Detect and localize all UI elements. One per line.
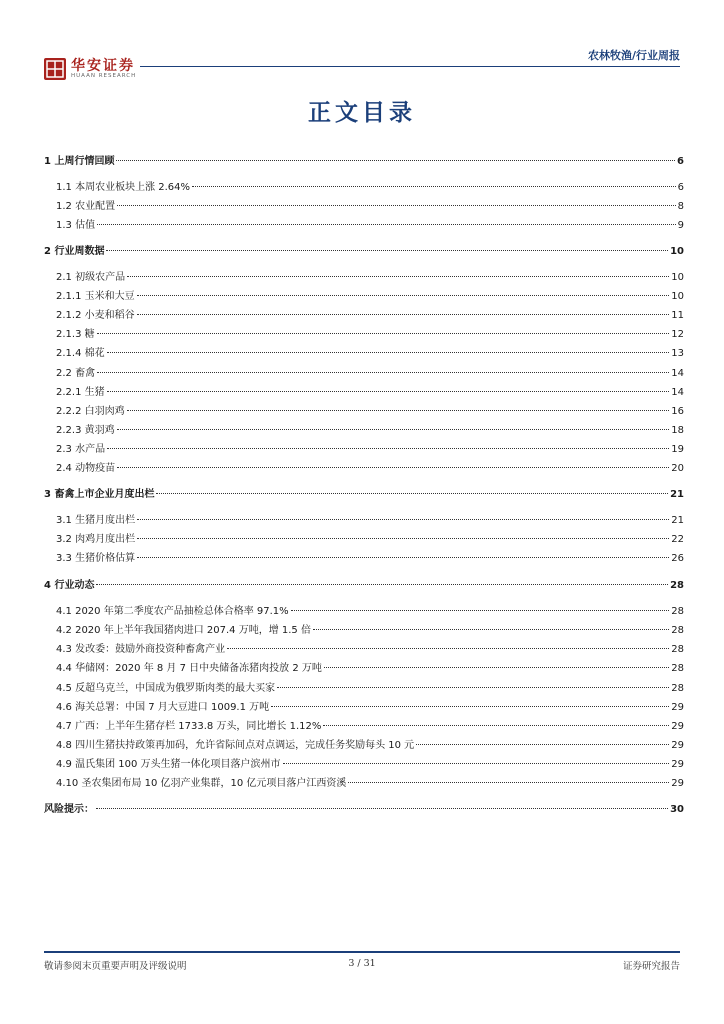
toc-dot-leader — [116, 159, 675, 161]
toc-dot-leader — [137, 294, 670, 296]
toc-entry[interactable] — [44, 698, 684, 714]
report-category: 农林牧渔/行业周报 — [587, 49, 680, 62]
toc-entry[interactable] — [44, 602, 684, 618]
toc-entry[interactable] — [44, 659, 684, 675]
toc-entry[interactable] — [44, 325, 684, 341]
toc-dot-leader — [127, 275, 669, 277]
toc-entry-label: 3 畜禽上市企业月度出栏 — [44, 489, 155, 500]
toc-entry[interactable] — [44, 679, 684, 695]
toc-dot-leader — [117, 204, 676, 206]
page-header — [0, 0, 724, 90]
toc-entry-label: 4.9 温氏集团 100 万头生猪一体化项目落户滨州市 — [56, 759, 281, 770]
toc-entry[interactable] — [44, 268, 684, 284]
page-title: 正文目录 — [308, 100, 416, 126]
toc-dot-leader — [283, 762, 670, 764]
toc-entry[interactable] — [44, 459, 684, 475]
toc-dot-leader — [107, 390, 670, 392]
toc-entry-page: 14 — [671, 368, 684, 379]
toc-dot-leader — [97, 332, 670, 334]
toc-entry-page: 14 — [671, 387, 684, 398]
toc-entry-label: 2.1.4 棉花 — [56, 348, 105, 359]
toc-entry-label: 2.3 水产品 — [56, 444, 106, 455]
toc-entry[interactable] — [44, 640, 684, 656]
toc-entry[interactable] — [44, 364, 684, 380]
toc-entry-page: 28 — [671, 683, 684, 694]
toc-entry-label: 4.4 华储网：2020 年 8 月 7 日中央储备冻猪肉投放 2 万吨 — [56, 663, 322, 674]
toc-entry-label: 2.1.1 玉米和大豆 — [56, 291, 135, 302]
toc-entry-page: 30 — [670, 804, 684, 815]
toc-entry[interactable] — [44, 152, 684, 168]
toc-dot-leader — [106, 249, 668, 251]
toc-entry-label: 4.3 发改委：鼓励外商投资种畜禽产业 — [56, 644, 226, 655]
toc-entry-page: 28 — [671, 625, 684, 636]
company-name-en: HUAAN RESEARCH — [71, 73, 137, 79]
toc-dot-leader — [127, 409, 670, 411]
toc-entry-label: 4.7 广西：上半年生猪存栏 1733.8 万头，同比增长 1.12% — [56, 721, 322, 732]
toc-entry-page: 22 — [671, 534, 684, 545]
toc-dot-leader — [291, 609, 670, 611]
toc-dot-leader — [117, 428, 670, 430]
toc-entry-label: 4.6 海关总署：中国 7 月大豆进口 1009.1 万吨 — [56, 702, 270, 713]
toc-entry[interactable] — [44, 511, 684, 527]
toc-entry-label: 4.2 2020 年上半年我国猪肉进口 207.4 万吨，增 1.5 倍 — [56, 625, 311, 636]
toc-entry-page: 6 — [677, 156, 684, 167]
toc-entry-page: 26 — [671, 553, 684, 564]
toc-entry-page: 10 — [671, 291, 684, 302]
toc-entry-label: 1.3 估值 — [56, 220, 96, 231]
toc-entry-label: 2.1.3 糖 — [56, 329, 95, 340]
toc-entry[interactable] — [44, 800, 684, 816]
company-logo-icon — [44, 58, 66, 80]
toc-entry-page: 28 — [671, 606, 684, 617]
toc-dot-leader — [271, 705, 669, 707]
toc-dot-leader — [107, 447, 669, 449]
toc-dot-leader — [323, 724, 669, 726]
toc-entry[interactable] — [44, 549, 684, 565]
toc-entry-label: 1.1 本周农业板块上涨 2.64% — [56, 182, 191, 193]
toc-entry-page: 21 — [671, 515, 684, 526]
toc-entry[interactable] — [44, 530, 684, 546]
toc-entry[interactable] — [44, 774, 684, 790]
toc-dot-leader — [156, 492, 668, 494]
toc-entry-label: 4.10 圣农集团布局 10 亿羽产业集群，10 亿元项目落户江西资溪 — [56, 778, 347, 789]
toc-entry-page: 18 — [671, 425, 684, 436]
toc-dot-leader — [324, 666, 669, 668]
toc-entry-label: 4.5 反超乌克兰，中国成为俄罗斯肉类的最大买家 — [56, 683, 276, 694]
toc-dot-leader — [97, 371, 669, 373]
toc-dot-leader — [137, 556, 669, 558]
toc-entry-label: 2.2.1 生猪 — [56, 387, 105, 398]
toc-entry[interactable] — [44, 216, 684, 232]
company-name-cn: 华安证券 — [71, 58, 135, 74]
toc-entry-page: 10 — [670, 246, 684, 257]
toc-dot-leader — [348, 781, 669, 783]
toc-entry-page: 13 — [671, 348, 684, 359]
toc-entry-label: 2.1 初级农产品 — [56, 272, 126, 283]
toc-entry[interactable] — [44, 576, 684, 592]
toc-entry-page: 9 — [677, 220, 684, 231]
toc-entry-label: 2.4 动物疫苗 — [56, 463, 116, 474]
toc-dot-leader — [107, 351, 670, 353]
toc-entry-label: 3.1 生猪月度出栏 — [56, 515, 136, 526]
toc-dot-leader — [313, 628, 669, 630]
toc-entry-page: 29 — [671, 740, 684, 751]
toc-entry-label: 4 行业动态 — [44, 580, 95, 591]
toc-dot-leader — [137, 518, 669, 520]
toc-entry-page: 6 — [677, 182, 684, 193]
toc-entry[interactable] — [44, 383, 684, 399]
toc-dot-leader — [277, 686, 669, 688]
toc-entry-label: 风险提示： — [44, 804, 94, 815]
toc-entry-page: 20 — [671, 463, 684, 474]
toc-entry[interactable] — [44, 306, 684, 322]
toc-entry-page: 10 — [671, 272, 684, 283]
toc-dot-leader — [96, 583, 668, 585]
footer-report-type: 证券研究报告 — [622, 961, 680, 972]
toc-dot-leader — [416, 743, 669, 745]
toc-entry[interactable] — [44, 421, 684, 437]
toc-dot-leader — [117, 466, 669, 468]
toc-entry-label: 2.2.3 黄羽鸡 — [56, 425, 115, 436]
toc-entry-label: 1.2 农业配置 — [56, 201, 116, 212]
toc-entry-page: 19 — [671, 444, 684, 455]
toc-entry-label: 3.3 生猪价格估算 — [56, 553, 136, 564]
toc-entry-label: 2.1.2 小麦和稻谷 — [56, 310, 135, 321]
toc-entry-label: 2.2 畜禽 — [56, 368, 96, 379]
toc-entry-label: 3.2 肉鸡月度出栏 — [56, 534, 136, 545]
toc-dot-leader — [192, 185, 676, 187]
toc-entry-page: 12 — [671, 329, 684, 340]
toc-entry-label: 2.2.2 白羽肉鸡 — [56, 406, 125, 417]
toc-entry-label: 2 行业周数据 — [44, 246, 105, 257]
toc-entry-page: 28 — [670, 580, 684, 591]
toc-dot-leader — [137, 313, 670, 315]
toc-entry-page: 11 — [671, 310, 684, 321]
toc-entry-label: 1 上周行情回顾 — [44, 156, 115, 167]
toc-dot-leader — [96, 807, 668, 809]
toc-entry[interactable] — [44, 344, 684, 360]
toc-entry[interactable] — [44, 485, 684, 501]
footer-disclaimer: 敬请参阅末页重要声明及评级说明 — [44, 961, 187, 972]
toc-entry-label: 4.1 2020 年第二季度农产品抽检总体合格率 97.1% — [56, 606, 289, 617]
toc-entry-page: 29 — [671, 759, 684, 770]
toc-entry[interactable] — [44, 242, 684, 258]
toc-entry[interactable] — [44, 736, 684, 752]
toc-entry[interactable] — [44, 755, 684, 771]
footer-divider — [44, 951, 680, 953]
toc-entry[interactable] — [44, 287, 684, 303]
toc-entry[interactable] — [44, 178, 684, 194]
toc-dot-leader — [97, 223, 676, 225]
toc-entry[interactable] — [44, 402, 684, 418]
toc-entry-page: 29 — [671, 778, 684, 789]
footer-page-number: 3 / 31 — [348, 958, 376, 969]
toc-entry[interactable] — [44, 440, 684, 456]
toc-entry-page: 16 — [671, 406, 684, 417]
toc-entry-page: 21 — [670, 489, 684, 500]
toc-entry[interactable] — [44, 197, 684, 213]
toc-dot-leader — [137, 537, 669, 539]
toc-entry-label: 4.8 四川生猪扶持政策再加码，允许省际间点对点调运，完成任务奖励每头 10 元 — [56, 740, 415, 751]
toc-entry-page: 28 — [671, 644, 684, 655]
toc-entry-page: 29 — [671, 702, 684, 713]
toc-dot-leader — [227, 647, 669, 649]
toc-entry-page: 28 — [671, 663, 684, 674]
toc-entry[interactable] — [44, 717, 684, 733]
toc-entry-page: 8 — [677, 201, 684, 212]
toc-entry-page: 29 — [671, 721, 684, 732]
header-divider — [140, 66, 680, 67]
toc-entry[interactable] — [44, 621, 684, 637]
